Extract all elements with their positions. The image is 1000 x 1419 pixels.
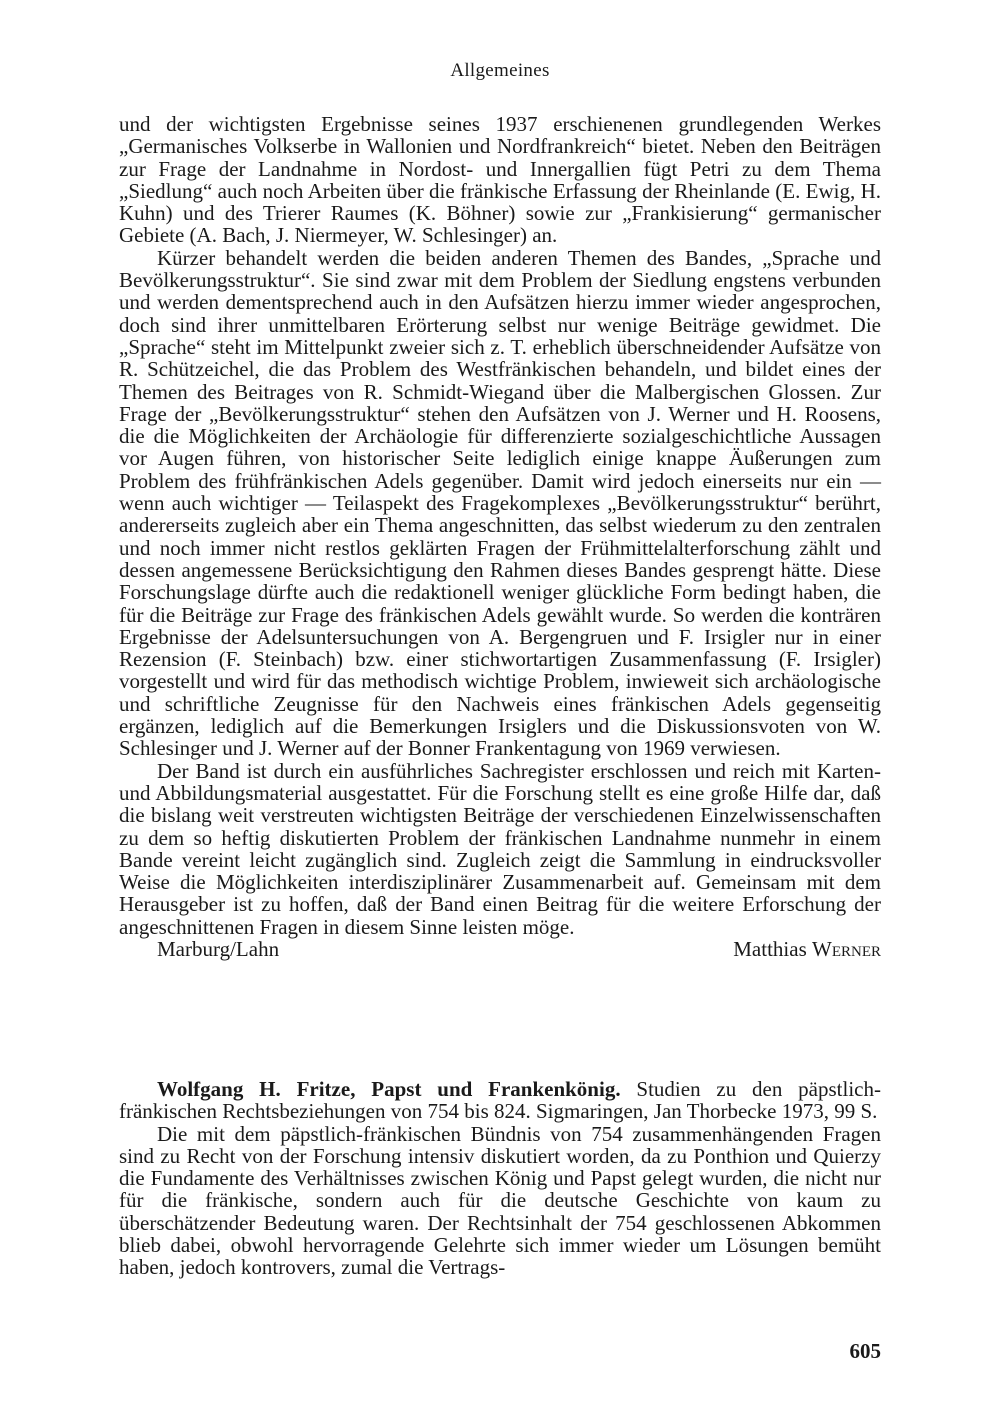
page-number: 605: [849, 1339, 881, 1363]
review-2-bibliographic-details: Studien zu den päpstlich-fränkischen Rechtsbeziehungen von 754 bis 824. Sigmaringen, Jan Thorbecke 1973, 99 S.: [119, 1077, 881, 1124]
review-2-title: Wolfgang H. Fritze, Papst und Frankenkönig.: [157, 1077, 621, 1101]
review-2-paragraph: Die mit dem päpstlich-fränkischen Bündnis von 754 zusammenhängenden Fragen sind zu Recht von der Forschung intensiv diskutiert worden, da zu Ponthion und Quierzy die Fundamente des Verhältnisses zwischen König und Papst gelegt wurden, die nicht nur für die fränkische, sondern auch für die deutsche Geschichte von kaum zu überschätzender Bedeutung waren. Der Rechtsinhalt der 754 geschlossenen Abkommen blieb dabei, obwohl hervorragende Gelehrte sich immer wieder um Lösungen bemüht haben, jedoch kontrovers, zumal die Vertrags-: [119, 1121, 881, 1280]
reviewer-last-name: Werner: [812, 936, 881, 961]
review-1-place: Marburg/Lahn: [157, 936, 280, 961]
review-2-heading: [119, 1078, 881, 1123]
review-1: [119, 113, 881, 960]
review-1-paragraph: Der Band ist durch ein ausführliches Sachregister erschlossen und reich mit Karten- und Abbildungsmaterial ausgestattet. Für die Forschung stellt es eine große Hilfe dar, daß die bislang weit verstreuten wichtigsten Beiträge der verschiedenen Einzelwissenschaften zu dem so heftig diskutierten Problem der fränkischen Landnahme nunmehr in einem Bande vereint leicht zugänglich sind. Zugleich zeigt die Sammlung in eindrucksvoller Weise die Möglichkeiten interdisziplinärer Zusammenarbeit auf. Gemeinsam mit dem Herausgeber ist zu hoffen, daß der Band einen Beitrag für die weitere Erforschung der angeschnittenen Fragen in diesem Sinne leisten möge.: [119, 758, 881, 939]
review-1-signature: [119, 938, 881, 960]
running-header: Allgemeines: [450, 60, 550, 81]
reviewer-first-name: Matthias: [733, 936, 807, 961]
review-2: [119, 1078, 881, 1279]
review-1-paragraph: Kürzer behandelt werden die beiden anderen Themen des Bandes, „Sprache und Bevölkerungsstruktur“. Sie sind zwar mit dem Problem der Siedlung engstens verbunden und werden dementsprechend auch in den Aufsätzen hierzu immer wieder angesprochen, doch sind ihrer unmittelbaren Erörterung selbst nur wenige Beiträge gewidmet. Die „Sprache“ steht im Mittelpunkt zweier sich z. T. erheblich überschneidender Aufsätze von R. Schützeichel, die das Problem des Westfränkischen behandeln, und bildet eines der Themen des Beitrages von R. Schmidt-Wiegand über die Malbergischen Glossen. Zur Frage der „Bevölkerungsstruktur“ stehen den Aufsätzen von J. Werner und H. Roosens, die die Möglichkeiten der Archäologie für differenzierte sozialgeschichtliche Aussagen vor Augen führen, von historischer Seite lediglich einige knappe Äußerungen zum Problem des frühfränkischen Adels gegenüber. Damit wird jedoch einerseits nur ein — wenn auch wichtiger — Teilaspekt des Fragekomplexes „Bevölkerungsstruktur“ berührt, andererseits zugleich aber ein Thema angeschnitten, das selbst wiederum zu den zentralen und noch immer nicht restlos geklärten Fragen der Frühmittelalterforschung zählt und dessen angemessene Berücksichtigung den Rahmen dieses Bandes gesprengt hätte. Diese Forschungslage dürfte auch die redaktionell weniger glückliche Form bedingt haben, die für die Beiträge zur Frage des fränkischen Adels gewählt wurde. So werden die konträren Ergebnisse der Adelsuntersuchungen von A. Bergengruen und F. Irsigler nur in einer Rezension (F. Steinbach) bzw. einer stichwortartigen Zusammenfassung (F. Irsigler) vorgestellt und wird für das methodisch wichtige Problem, inwieweit sich archäologische und schriftliche Zeugnisse für den Nachweis eines fränkischen Adels gegenseitig ergänzen, lediglich auf die Bemerkungen Irsiglers und die Diskussionsvoten von W. Schlesinger und J. Werner auf der Bonner Frankentagung von 1969 verwiesen.: [119, 245, 881, 761]
review-1-reviewer: [733, 938, 881, 960]
review-1-paragraph: und der wichtigsten Ergebnisse seines 1937 erschienenen grundlegenden Werkes „Germanisches Volkserbe in Wallonien und Nordfrankreich“ bietet. Neben den Beiträgen zur Frage der Landnahme in Nordost- und Innergallien fügt Petri zu dem Thema „Siedlung“ auch noch Arbeiten über die fränkische Erfassung der Rheinlande (E. Ewig, H. Kuhn) und des Trierer Raumes (K. Böhner) sowie zur „Frankisierung“ germanischer Gebiete (A. Bach, J. Niermeyer, W. Schlesinger) an.: [119, 112, 881, 248]
